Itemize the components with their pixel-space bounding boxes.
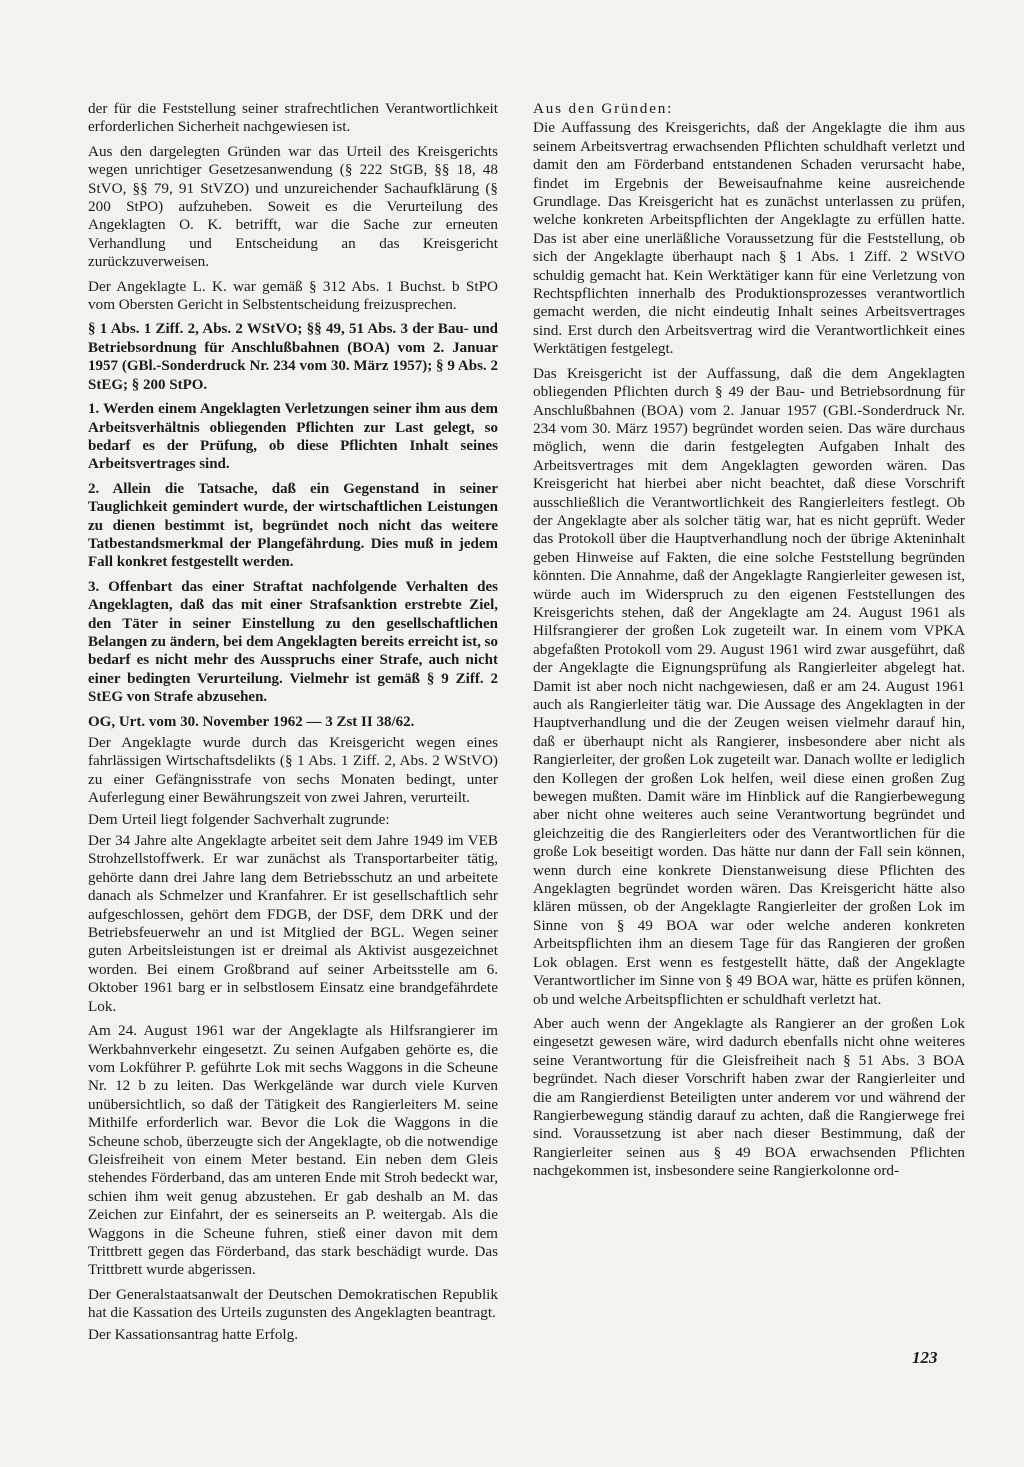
headnote-3: 3. Offenbart das einer Straftat nachfolgende Verhalten des Angeklagten, daß das mit einer Strafsanktion erstrebte Ziel, den Täter in seiner Einstellung zu den gesellschaftlichen Belangen zu ändern, bei dem Angeklagten bereits erreicht ist, so bedarf es nicht mehr des Ausspruchs einer Strafe, auch nicht einer bedingten Verurteilung. Vielmehr ist gemäß § 9 Ziff. 2 StEG von Strafe abzusehen. — [88, 578, 498, 706]
paragraph: Der Kassationsantrag hatte Erfolg. — [88, 1325, 299, 1343]
left-column — [88, 100, 498, 1350]
statute-references: § 1 Abs. 1 Ziff. 2, Abs. 2 WStVO; §§ 49, 51 Abs. 3 der Bau- und Betriebsordnung für Anschlußbahnen (BOA) vom 2. Januar 1957 (GBl.-Sonderdruck Nr. 234 vom 30. März 1957); § 9 Abs. 2 StEG; § 200 StPO. — [88, 321, 498, 393]
paragraph: Aus den dargelegten Gründen war das Urteil des Kreisgerichts wegen unrichtiger Gesetzesanwendung (§ 222 StGB, §§ 18, 48 StVO, §§ 79, 91 StVZO) und unzureichender Sachaufklärung (§ 200 StPO) aufzuheben. Soweit es die Verurteilung des Angeklagten O. K. betrifft, war die Sache zur erneuten Verhandlung und Entscheidung an das Kreisgericht zurückzuverweisen. — [88, 142, 498, 271]
paragraph: Der Generalstaatsanwalt der Deutschen Demokratischen Republik hat die Kassation des Urteils zugunsten des Angeklagten beantragt. — [88, 1285, 498, 1322]
paragraph: Das Kreisgericht ist der Auffassung, daß die dem Angeklagten obliegenden Pflichten durch § 49 der Bau- und Betriebsordnung für Anschlußbahnen (BOA) vom 2. Januar 1957 (GBl.-Sonderdruck Nr. 234 vom 30. März 1957) begründet worden seien. Das wäre durchaus möglich, wenn die darin festgelegten Aufgaben Inhalt des Arbeitsvertrages mit dem Angeklagten geworden wären. Das Kreisgericht hat hierbei aber nicht beachtet, daß diese Vorschrift ausschließlich die Verantwortlichkeit des Rangierleiters festlegt. Ob der Angeklagte aber als solcher tätig war, hat es nicht geprüft. Weder das Protokoll über die Hauptverhandlung noch der übrige Akteninhalt geben Hinweise auf Fakten, die eine solche Feststellung begründen könnten. Die Annahme, daß der Angeklagte Rangierleiter gewesen ist, würde auch im Widerspruch zu den eigenen Feststellungen des Kreisgerichts stehen, daß der Angeklagte am 24. August 1961 als Hilfsrangierer der großen Lok zugeteilt war. In einem vom VPKA abgefaßten Protokoll vom 29. August 1961 wird zwar ausgeführt, daß der Angeklagte die Eignungsprüfung als Rangierleiter abgelegt hat. Damit ist aber noch nicht nachgewiesen, daß er am 24. August 1961 auch als Rangierleiter tätig war. Die Aussage des Angeklagten in der Hauptverhandlung und die der Zeugen weisen vielmehr darauf hin, daß er überhaupt nicht als Rangierer, insbesondere aber nicht als Rangierleiter, der großen Lok zugeteilt war. Danach wollte er lediglich den Kollegen der großen Lok helfen, weil diese einen großen Zug bewegen mußten. Damit wäre im Hinblick auf die Rangierbewegung aber nicht ohne weiteres auch seine Verantwortung begründet und gleichzeitig die des Rangierleiters oder des Verantwortlichen für die große Lok beseitigt worden. Das hätte nur dann der Fall sein können, wenn durch eine konkrete Dienstanweisung diese Pflichten des Angeklagten begründet worden wären. Das Kreisgericht hätte also klären müssen, ob der Angeklagte Rangierleiter der großen Lok im Sinne von § 49 BOA war oder welche anderen konkreten Arbeitspflichten ihm an diesem Tage für das Rangieren der großen Lok oblagen. Erst wenn es festgestellt hätte, daß der Angeklagte Verantwortlicher im Sinne von § 49 BOA war, hätte es prüfen können, ob und welche Arbeitspflichten er schuldhaft verletzt hat. — [533, 364, 965, 1008]
case-citation: OG, Urt. vom 30. November 1962 — 3 Zst II 38/62. — [88, 713, 415, 730]
section-heading: Aus den Gründen: — [533, 100, 674, 117]
right-column — [533, 100, 965, 1187]
page-number: 123 — [912, 1348, 938, 1367]
paragraph: Der Angeklagte L. K. war gemäß § 312 Abs. 1 Buchst. b StPO vom Obersten Gericht in Selbstentscheidung freizusprechen. — [88, 277, 498, 314]
headnote-2: 2. Allein die Tatsache, daß ein Gegenstand in seiner Tauglichkeit gemindert wurde, der wirtschaftlichen Leistungen zu dienen bestimmt ist, begründet noch nicht das weitere Tatbestandsmerkmal der Plangefährdung. Dies muß in jedem Fall konkret festgestellt werden. — [88, 480, 498, 571]
paragraph: der für die Feststellung seiner strafrechtlichen Verantwortlichkeit erforderlichen Sicherheit nachgewiesen ist. — [88, 100, 498, 136]
paragraph: Am 24. August 1961 war der Angeklagte als Hilfsrangierer im Werkbahnverkehr eingesetzt. Zu seinen Aufgaben gehörte es, die vom Lokführer P. geführte Lok mit sechs Waggons in die Scheune Nr. 12 b zu leiten. Das Werkgelände war durch viele Kurven unübersichtlich, so daß der Tätigkeit des Rangierleiters M. seine Mithilfe erforderlich war. Bevor die Lok die Waggons in die Scheune schob, überzeugte sich der Angeklagte, ob die notwendige Gleisfreiheit von einem Meter bestand. Ein neben dem Gleis stehendes Förderband, das am unteren Ende mit Stroh bedeckt war, schien ihm weit genug abzustehen. Er gab deshalb an M. das Zeichen zur Einfahrt, der es seinerseits an P. weitergab. Als die Waggons in die Scheune fuhren, stieß einer davon mit dem Trittbrett gegen das Förderband, das stark beschädigt wurde. Das Trittbrett wurde abgerissen. — [88, 1022, 498, 1279]
paragraph: Die Auffassung des Kreisgerichts, daß der Angeklagte die ihm aus seinem Arbeitsvertrag erwachsenden Pflichten schuldhaft verletzt und damit den am Förderband entstandenen Schaden verursacht habe, findet im Ergebnis der Beweisaufnahme keine ausreichende Grundlage. Das Kreisgericht hat es zunächst unterlassen zu prüfen, welche konkreten Arbeitspflichten der Angeklagte zu erfüllen hatte. Das ist aber eine unerläßliche Voraussetzung für die Feststellung, ob sich der Angeklagte überhaupt nach § 1 Abs. 1 Ziff. 2 WStVO schuldig gemacht hat. Kein Werktätiger kann für eine Verletzung von Rechtspflichten innerhalb des Produktionsprozesses verantwortlich gemacht werden, die nicht eindeutig Inhalt seines Arbeitsvertrages sind. Erst durch den Arbeitsvertrag wird die Verantwortlichkeit eines Werktätigen festgelegt. — [533, 119, 965, 358]
paragraph: Der Angeklagte wurde durch das Kreisgericht wegen eines fahrlässigen Wirtschaftsdelikts (§ 1 Abs. 1 Ziff. 2, Abs. 2 WStVO) zu einer Gefängnisstrafe von sechs Monaten bedingt, unter Auferlegung einer Bewährungszeit von zwei Jahren, verurteilt. — [88, 734, 498, 807]
paragraph: Dem Urteil liegt folgender Sachverhalt zugrunde: — [88, 810, 390, 828]
paragraph: Aber auch wenn der Angeklagte als Rangierer an der großen Lok eingesetzt gewesen wäre, wird dadurch ebenfalls nicht ohne weiteres seine Verantwortung für die Gleisfreiheit nach § 51 Abs. 3 BOA begründet. Nach dieser Vorschrift haben zwar der Rangierleiter und die am Rangierdienst Beteiligten unter anderem vor und während der Rangierbewegung ständig darauf zu achten, daß die Rangierwege frei sind. Voraussetzung ist aber nach dieser Bestimmung, daß der Rangierleiter seinen aus § 49 BOA erwachsenden Pflichten nachgekommen ist, insbesondere seine Rangierkolonne ord- — [533, 1014, 965, 1180]
headnote-1: 1. Werden einem Angeklagten Verletzungen seiner ihm aus dem Arbeitsverhältnis obliegenden Pflichten zur Last gelegt, so bedarf es der Prüfung, ob diese Pflichten Inhalt seines Arbeitsvertrages sind. — [88, 401, 498, 473]
paragraph: Der 34 Jahre alte Angeklagte arbeitet seit dem Jahre 1949 im VEB Strohzellstoffwerk. Er war zunächst als Transportarbeiter tätig, gehörte dann drei Jahre lang dem Betriebsschutz an und arbeitete danach als Schmelzer und Kranfahrer. Er ist gesellschaftlich sehr aufgeschlossen, gehört dem FDGB, der DSF, dem DRK und der Betriebsfeuerwehr an und ist Mitglied der BGL. Wegen seiner guten Arbeitsleistungen ist er dreimal als Aktivist ausgezeichnet worden. Bei einem Großbrand auf seiner Arbeitsstelle am 6. Oktober 1961 barg er in selbstlosem Einsatz eine brandgefährdete Lok. — [88, 832, 498, 1015]
